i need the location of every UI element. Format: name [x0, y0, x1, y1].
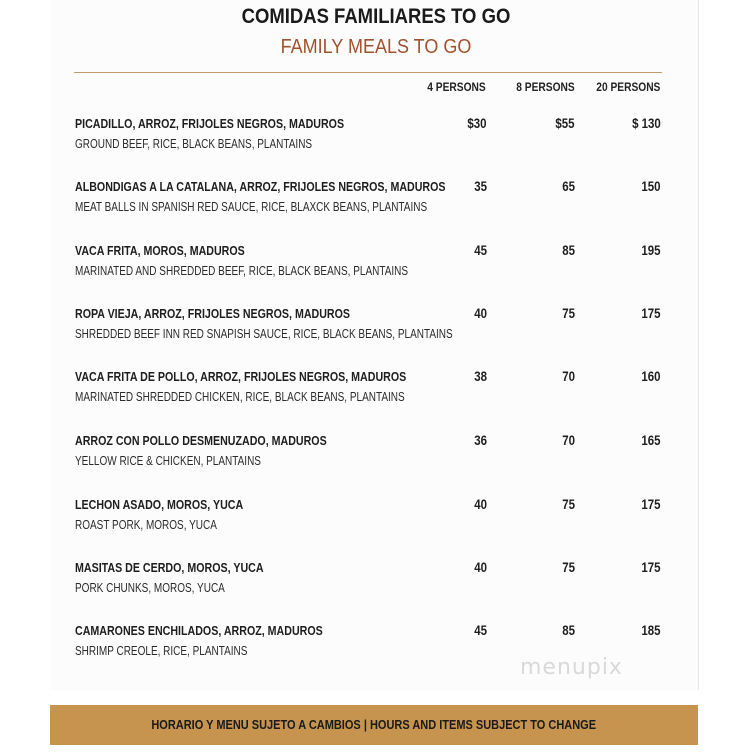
menu-item-name: ALBONDIGAS A LA CATALANA, ARROZ, FRIJOLES NEGROS, MADUROS: [75, 179, 446, 194]
menu-item-name: ARROZ CON POLLO DESMENUZADO, MADUROS: [75, 433, 327, 448]
header-divider: [74, 72, 662, 73]
column-header-4-persons: 4 PERSONS: [427, 80, 486, 94]
menu-item-name: VACA FRITA, MOROS, MADUROS: [75, 243, 245, 258]
menu-item-description: GROUND BEEF, RICE, BLACK BEANS, PLANTAINS: [75, 137, 313, 151]
price-20-persons: 175: [641, 560, 661, 575]
menu-item-description: SHRIMP CREOLE, RICE, PLANTAINS: [75, 644, 248, 658]
price-20-persons: 150: [641, 179, 661, 194]
price-20-persons: $ 130: [632, 116, 661, 131]
price-4-persons: 36: [474, 433, 487, 448]
menu-item-name: ROPA VIEJA, ARROZ, FRIJOLES NEGROS, MADUROS: [75, 306, 351, 321]
footer-banner: [50, 705, 698, 745]
price-8-persons: 75: [562, 306, 575, 321]
menu-item-description: PORK CHUNKS, MOROS, YUCA: [75, 581, 225, 595]
column-header-20-persons: 20 PERSONS: [595, 80, 660, 94]
menu-item-description: YELLOW RICE & CHICKEN, PLANTAINS: [75, 454, 261, 468]
price-4-persons: 40: [474, 560, 487, 575]
price-8-persons: 65: [562, 179, 575, 194]
price-4-persons: 45: [474, 623, 487, 638]
page-title: COMIDAS FAMILIARES TO GO: [241, 5, 511, 28]
price-8-persons: 85: [562, 243, 575, 258]
menu-item-name: LECHON ASADO, MOROS, YUCA: [75, 497, 244, 512]
menu-item: [75, 369, 665, 413]
price-20-persons: 185: [641, 623, 661, 638]
menu-item-description: ROAST PORK, MOROS, YUCA: [75, 518, 217, 532]
menu-item-name: CAMARONES ENCHILADOS, ARROZ, MADUROS: [75, 623, 323, 638]
menu-item: [75, 306, 665, 350]
price-8-persons: $55: [555, 116, 575, 131]
watermark: menupix: [520, 655, 623, 680]
menu-item: [75, 116, 665, 160]
menu-item: [75, 433, 665, 477]
price-4-persons: 40: [474, 497, 487, 512]
menu-item-name: VACA FRITA DE POLLO, ARROZ, FRIJOLES NEGROS, MADUROS: [75, 369, 407, 384]
menu-item: [75, 243, 665, 287]
menu-item: [75, 179, 665, 223]
price-8-persons: 70: [562, 433, 575, 448]
menu-item-description: SHREDDED BEEF INN RED SNAPISH SAUCE, RICE, BLACK BEANS, PLANTAINS: [75, 327, 453, 341]
price-20-persons: 175: [641, 497, 661, 512]
page-subtitle: FAMILY MEALS TO GO: [280, 36, 472, 58]
menu-item-description: MARINATED SHREDDED CHICKEN, RICE, BLACK BEANS, PLANTAINS: [75, 390, 405, 404]
price-8-persons: 85: [562, 623, 575, 638]
price-20-persons: 175: [641, 306, 661, 321]
price-8-persons: 70: [562, 369, 575, 384]
menu-item: [75, 560, 665, 604]
price-8-persons: 75: [562, 497, 575, 512]
price-4-persons: 38: [474, 369, 487, 384]
footer-notice: HORARIO Y MENU SUJETO A CAMBIOS | HOURS AND ITEMS SUBJECT TO CHANGE: [151, 718, 597, 732]
price-20-persons: 195: [641, 243, 661, 258]
price-4-persons: $30: [467, 116, 487, 131]
price-20-persons: 160: [641, 369, 661, 384]
menu-item-description: MEAT BALLS IN SPANISH RED SAUCE, RICE, BLAXCK BEANS, PLANTAINS: [75, 200, 428, 214]
menu-item-description: MARINATED AND SHREDDED BEEF, RICE, BLACK BEANS, PLANTAINS: [75, 264, 409, 278]
price-4-persons: 45: [474, 243, 487, 258]
menu-item: [75, 497, 665, 541]
price-4-persons: 35: [474, 179, 487, 194]
column-header-8-persons: 8 PERSONS: [516, 80, 575, 94]
menu-item-name: PICADILLO, ARROZ, FRIJOLES NEGROS, MADUROS: [75, 116, 345, 131]
price-8-persons: 75: [562, 560, 575, 575]
menu-item-name: MASITAS DE CERDO, MOROS, YUCA: [75, 560, 264, 575]
price-20-persons: 165: [641, 433, 661, 448]
price-4-persons: 40: [474, 306, 487, 321]
